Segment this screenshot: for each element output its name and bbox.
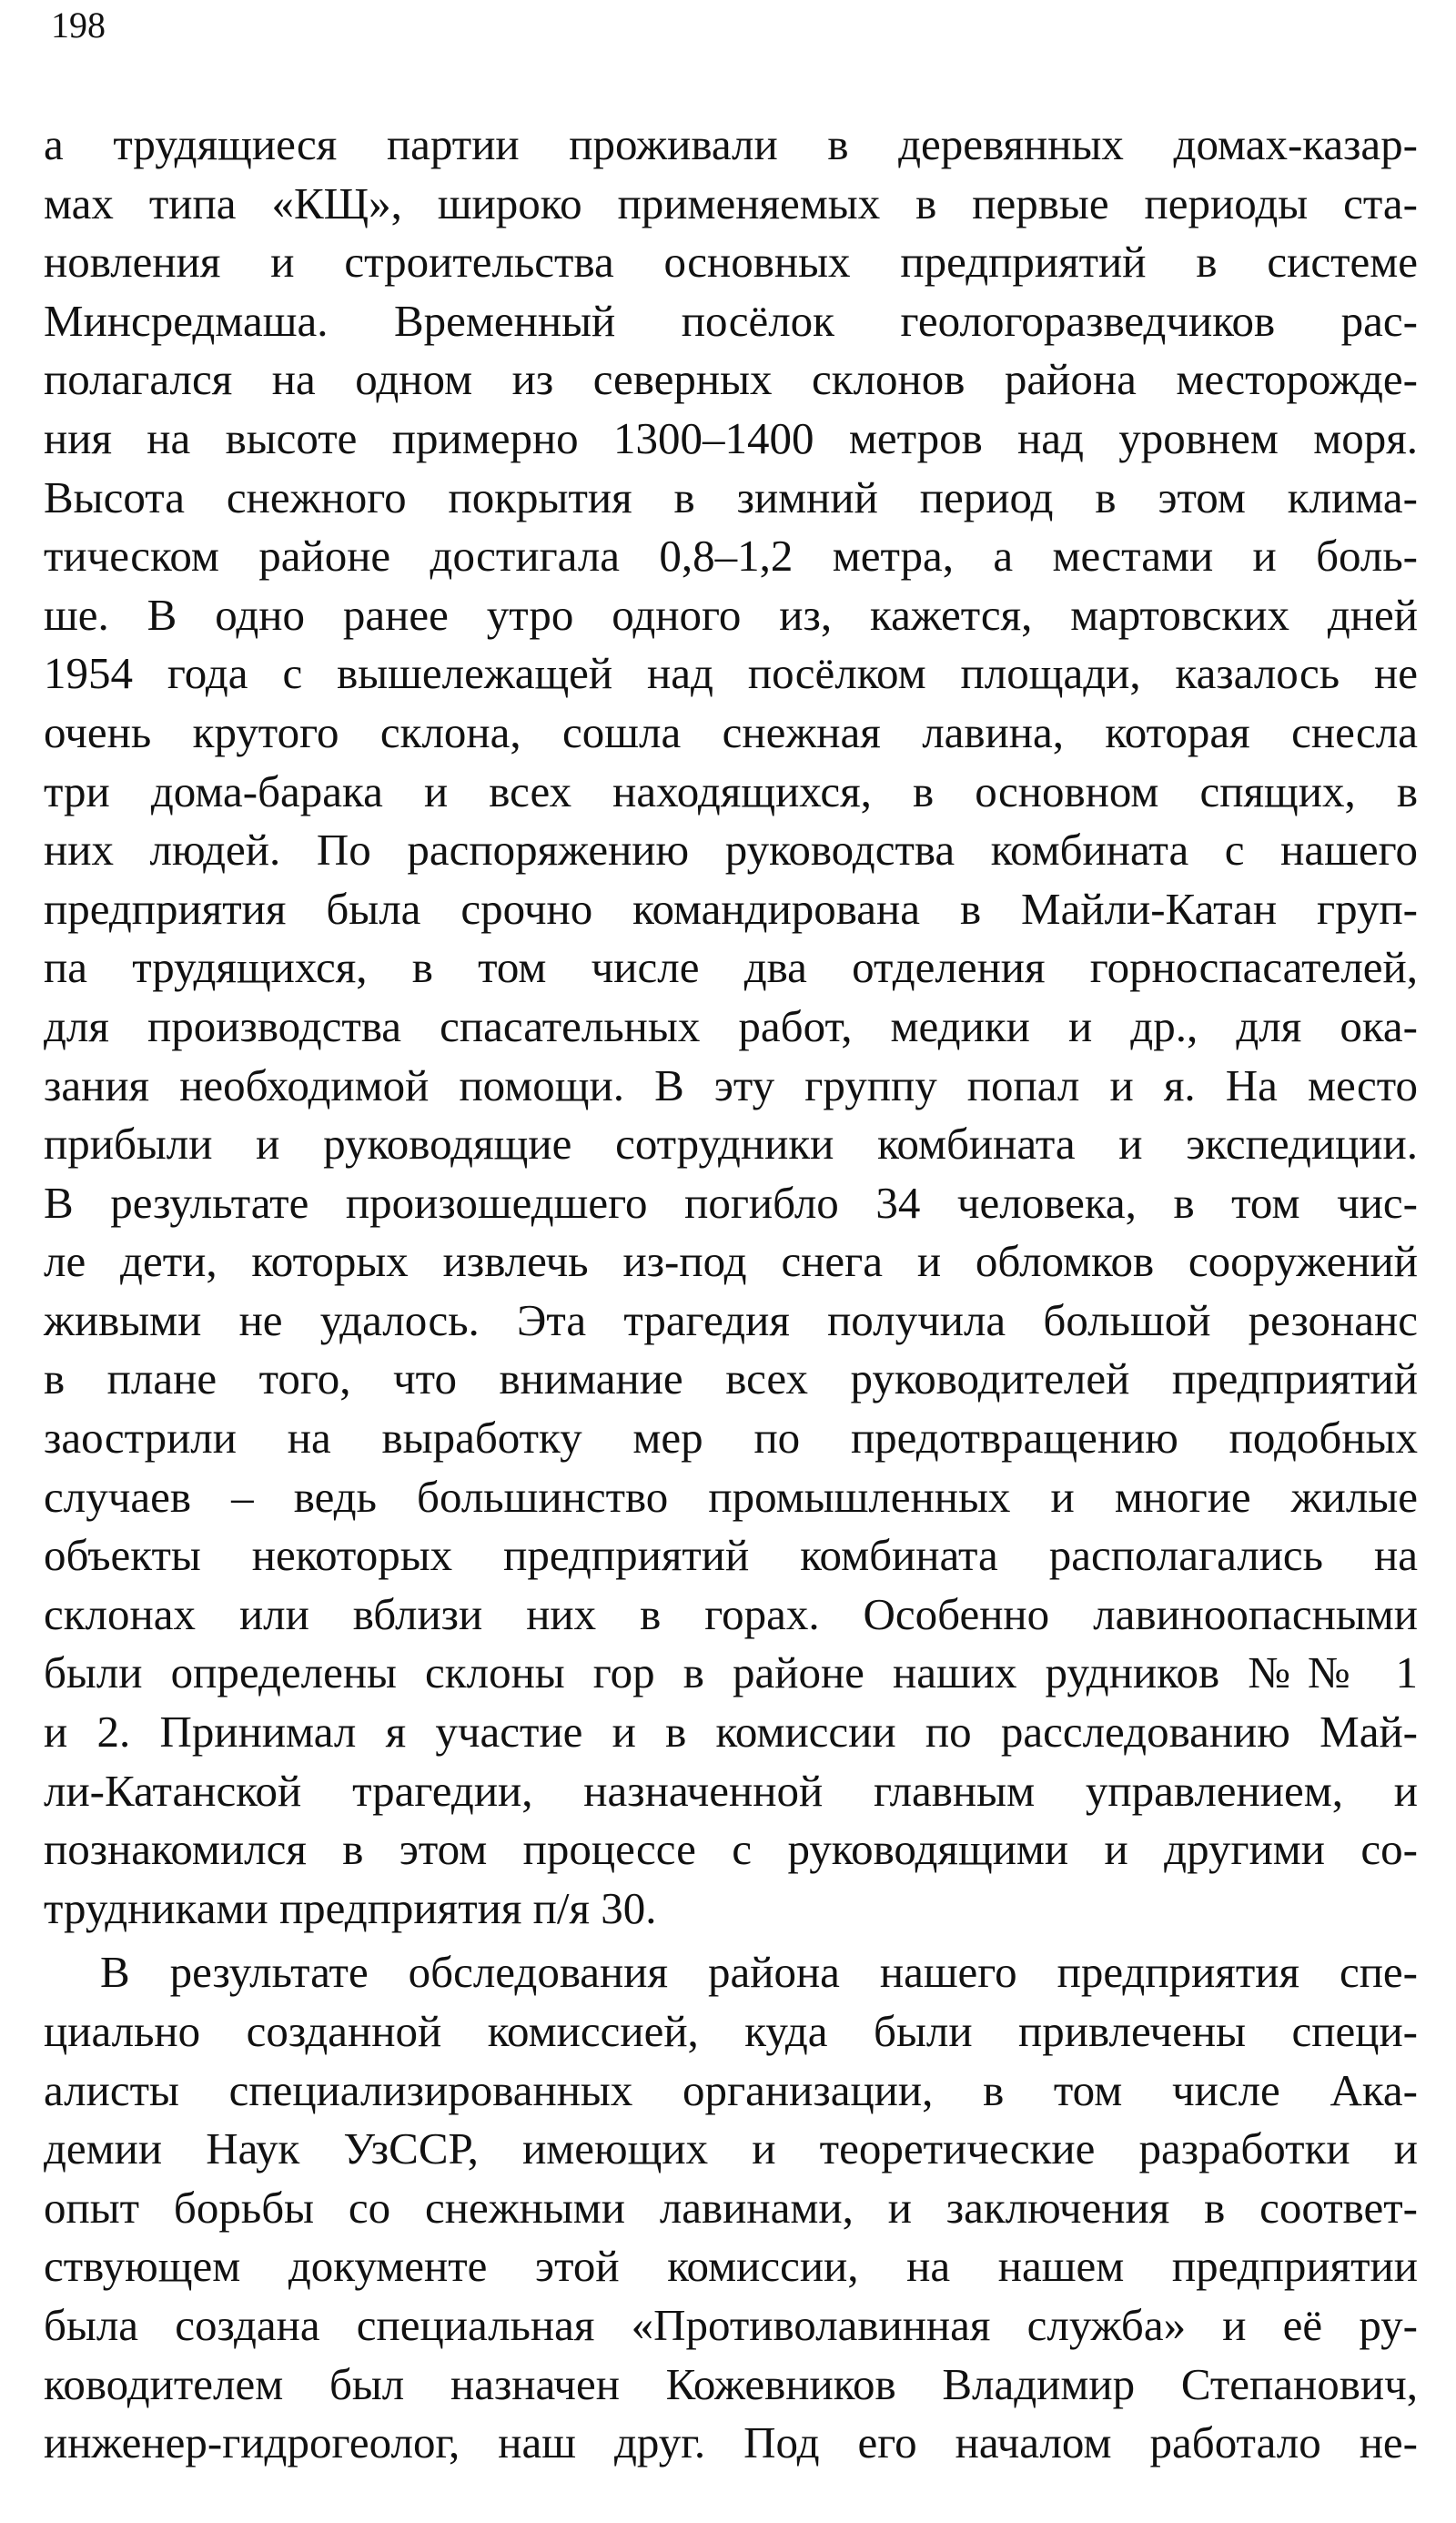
text-line: циально созданной комиссией, куда были привлечены специ- (44, 2006, 1418, 2056)
text-line: склонах или вблизи них в горах. Особенно лавиноопасными (44, 1588, 1418, 1639)
text-line: познакомился в этом процессе с руководящими и другими со- (44, 1824, 1418, 1875)
text-line: новления и строительства основных предприятий в системе (44, 237, 1418, 288)
body-text (44, 116, 1418, 2473)
text-line: для производства спасательных работ, медики и др., для ока- (44, 1000, 1418, 1051)
text-line: па трудящихся, в том числе два отделения горноспасателей, (44, 942, 1418, 993)
text-line: была создана специальная «Противолавинная служба» и её ру- (44, 2299, 1418, 2350)
text-line: ше. В одно ранее утро одного из, кажется, мартовских дней (44, 589, 1418, 640)
text-line: Минсредмаша. Временный посёлок геологоразведчиков рас- (44, 295, 1418, 346)
text-line: и 2. Принимал я участие и в комиссии по расследованию Май- (44, 1707, 1418, 1758)
text-line: 1954 года с вышележащей над посёлком площади, казалось не (44, 648, 1418, 699)
text-line: предприятия была срочно командирована в Майли-Катан груп- (44, 883, 1418, 934)
text-line: ствующем документе этой комиссии, на нашем предприятии (44, 2241, 1418, 2292)
text-line: алисты специализированных организации, в том числе Ака- (44, 2064, 1418, 2115)
text-line: трудниками предприятия п/я 30. (44, 1882, 657, 1933)
text-line: них людей. По распоряжению руководства комбината с нашего (44, 825, 1418, 876)
text-line: мах типа «КЩ», широко применяемых в первые периоды ста- (44, 177, 1418, 228)
page-number: 198 (51, 5, 106, 46)
text-line: В результате произошедшего погибло 34 человека, в том чис- (44, 1177, 1418, 1228)
text-line: живыми не удалось. Эта трагедия получила большой резонанс (44, 1294, 1418, 1345)
text-line: в плане того, что внимание всех руководителей предприятий (44, 1353, 1418, 1404)
text-line: полагался на одном из северных склонов района месторожде- (44, 354, 1418, 405)
text-line: Высота снежного покрытия в зимний период в этом клима- (44, 471, 1418, 522)
text-line: В результате обследования района нашего предприятия спе- (100, 1947, 1418, 1998)
text-line: три дома-барака и всех находящихся, в основном спящих, в (44, 765, 1418, 816)
text-line: инженер-гидрогеолог, наш друг. Под его началом работало не- (44, 2417, 1418, 2468)
text-line: а трудящиеся партии проживали в деревянных домах-казар- (44, 119, 1418, 169)
text-line: были определены склоны гор в районе наших рудников №№ 1 (44, 1647, 1418, 1698)
text-line: очень крутого склона, сошла снежная лавина, которая снесла (44, 706, 1418, 757)
text-line: случаев – ведь большинство промышленных и многие жилые (44, 1471, 1418, 1522)
text-line: ния на высоте примерно 1300–1400 метров над уровнем моря. (44, 412, 1418, 463)
text-line: прибыли и руководящие сотрудники комбината и экспедиции. (44, 1119, 1418, 1170)
paragraph-2 (44, 1943, 1418, 2472)
text-line: опыт борьбы со снежными лавинами, и заключения в соответ- (44, 2182, 1418, 2233)
text-line: ле дети, которых извлечь из-под снега и обломков сооружений (44, 1236, 1418, 1287)
paragraph-1 (44, 116, 1418, 1938)
text-line: заострили на выработку мер по предотвращению подобных (44, 1413, 1418, 1464)
text-line: объекты некоторых предприятий комбината располагались на (44, 1530, 1418, 1581)
text-line: демии Наук УзССР, имеющих и теоретические разработки и (44, 2123, 1418, 2174)
text-line: зания необходимой помощи. В эту группу попал и я. На место (44, 1059, 1418, 1110)
text-line: ли-Катанской трагедии, назначенной главным управлением, и (44, 1765, 1418, 1816)
text-line: ководителем был назначен Кожевников Владимир Степанович, (44, 2358, 1418, 2409)
text-line: тическом районе достигала 0,8–1,2 метра, а местами и боль- (44, 531, 1418, 582)
